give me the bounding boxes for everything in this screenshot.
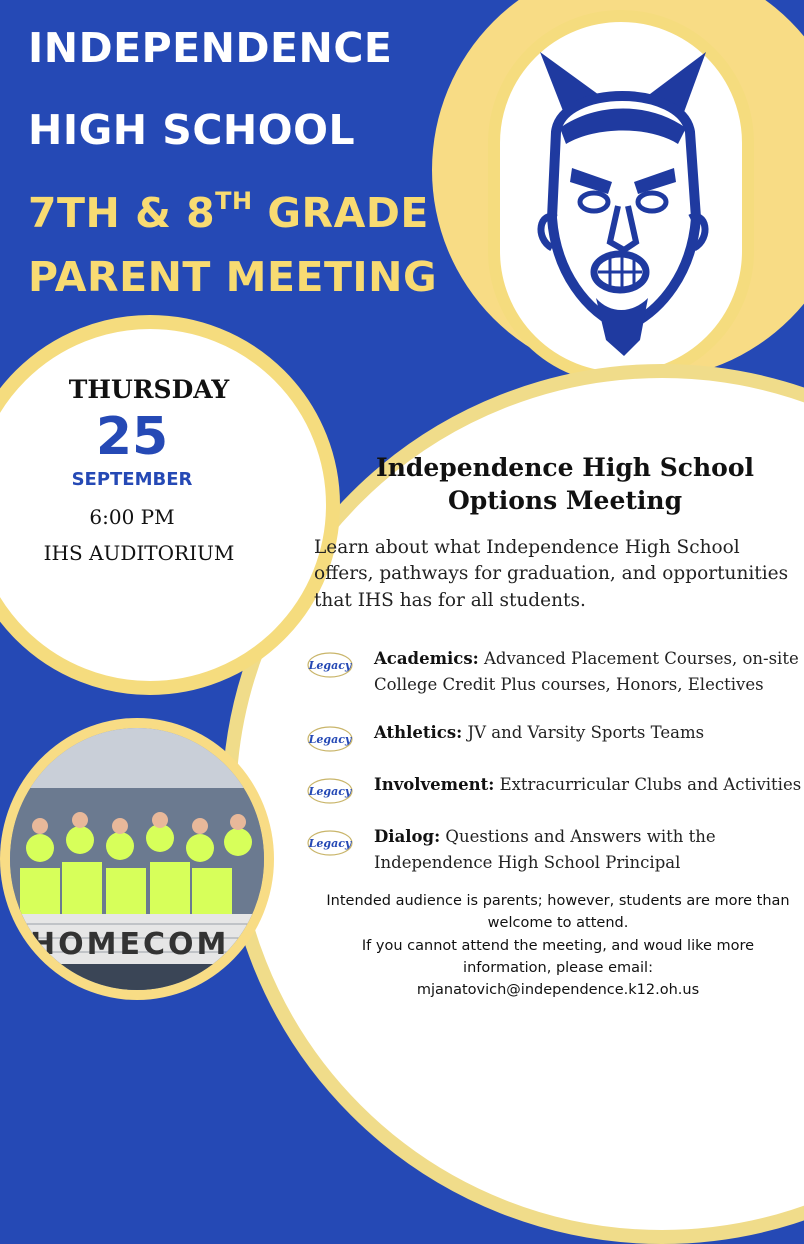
event-day: 25 — [95, 407, 169, 467]
legacy-badge-text: Legacy — [308, 733, 352, 746]
list-item-text — [374, 824, 802, 875]
list-item-label: Dialog: — [374, 827, 441, 846]
list-item-text — [374, 646, 802, 697]
grade-line — [28, 187, 429, 237]
contact-note: If you cannot attend the meeting, and woud like more information, please email: — [361, 937, 755, 976]
blue-devil-icon — [500, 22, 742, 372]
school-name-line1: INDEPENDENCE — [28, 24, 393, 72]
audience-note: Intended audience is parents; however, students are more than welcome to attend. — [326, 893, 790, 932]
grade-superscript: TH — [215, 187, 253, 215]
student-photo — [10, 728, 264, 990]
photo-banner-text: HOMECOM — [30, 927, 230, 962]
event-time: 6:00 PM — [89, 505, 175, 529]
event-month: SEPTEMBER — [71, 469, 193, 490]
footer-note — [316, 890, 800, 1002]
event-location: IHS AUDITORIUM — [43, 541, 235, 565]
event-weekday: THURSDAY — [68, 375, 230, 404]
list-item-label: Involvement: — [374, 775, 495, 794]
list-item-detail: Advanced Placement Courses, on-site College Credit Plus courses, Honors, Electives — [374, 649, 799, 694]
list-item-detail: Questions and Answers with the Independence High School Principal — [374, 827, 716, 872]
list-item-text — [374, 720, 802, 746]
list-item-text — [374, 772, 802, 798]
student-photo-frame — [0, 718, 274, 1000]
options-meeting-title: Independence High School Options Meeting — [376, 453, 754, 515]
legacy-badge-text: Legacy — [308, 785, 352, 798]
legacy-badge-icon — [306, 724, 354, 754]
crowd-image-icon — [10, 728, 264, 990]
grade-line-suffix: GRADE — [252, 189, 429, 237]
legacy-badge-text: Legacy — [308, 837, 352, 850]
legacy-badge-icon — [306, 776, 354, 806]
grade-line-text: 7TH & 8 — [28, 189, 216, 237]
school-name-line2: HIGH SCHOOL — [28, 106, 356, 154]
list-item-label: Academics: — [374, 649, 479, 668]
list-item-label: Athletics: — [374, 723, 463, 742]
options-meeting-description: Learn about what Independence High School offers, pathways for graduation, and opportunities that IHS has for all students. — [314, 537, 789, 611]
contact-email[interactable]: mjanatovich@independence.k12.oh.us — [416, 982, 700, 999]
list-item-detail: Extracurricular Clubs and Activities — [499, 775, 802, 794]
list-item-detail: JV and Varsity Sports Teams — [467, 723, 705, 742]
legacy-badge-text: Legacy — [308, 659, 352, 672]
legacy-badge-icon — [306, 828, 354, 858]
mascot-logo-frame — [488, 10, 754, 384]
legacy-badge-icon — [306, 650, 354, 680]
meeting-title: PARENT MEETING — [28, 253, 438, 301]
